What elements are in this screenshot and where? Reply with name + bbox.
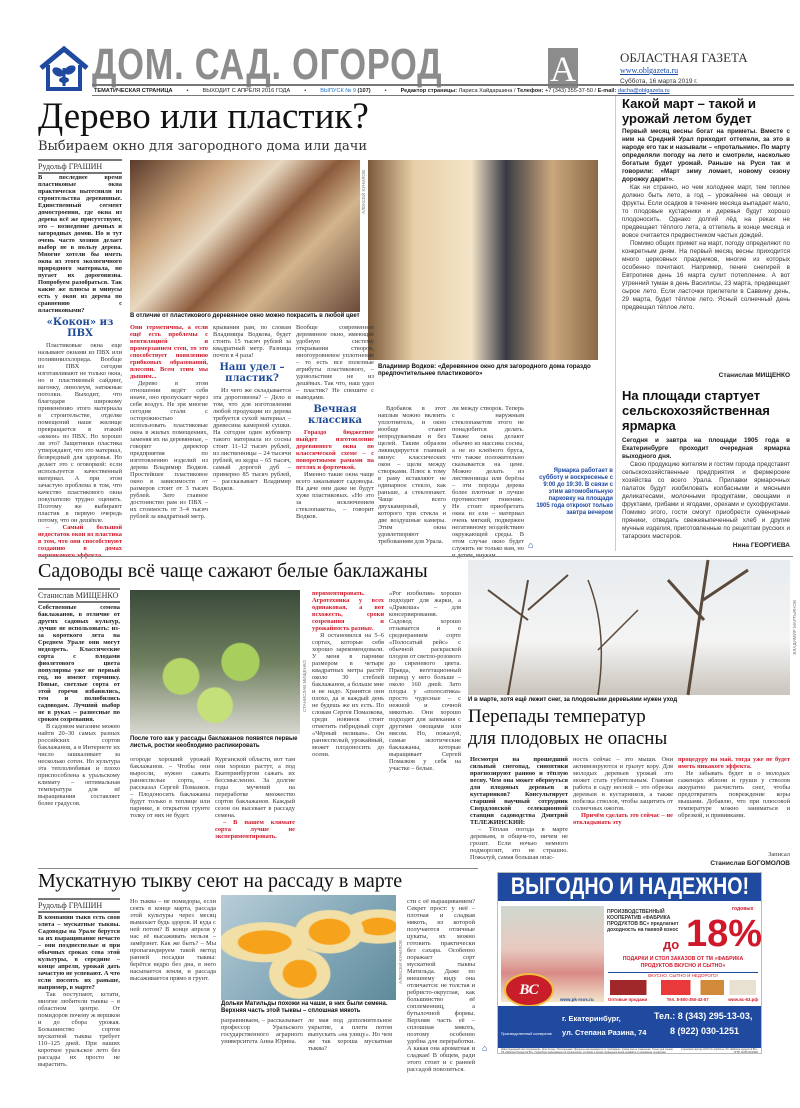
issue-label: ВЫПУСК № 9: [320, 87, 356, 94]
sidebar-fair-lead: Сегодня и завтра на площади 1905 года в Екатеринбурге проходит очередная ярмарка выходного дня.: [622, 437, 790, 460]
highlight-quote: Причём сделать это сейчас – не откладывать эту: [573, 812, 673, 826]
paragraph: Из чего же складывается эта дороговизна? – Дело в том, что для изготовления любой продукции из дерева требуется сухой материал – древесина камерной сушки. На сегодня один кубометр такого материала из сосны стоит 11–12 тысяч рублей, из лиственницы – 24 тысячи рублей, из кедра – 65 тысяч, самый дорогой дуб – примерно 85 тысяч рублей, – рассказывает Владимир Водков.: [213, 387, 291, 492]
paragraph: Дерево в этом отношении ведёт себя иначе, оно пропускает через себя воздух. Не зря многие сегодня стали с осторожностью использовать пластиковые окна в жилых помещениях, заменяя их на деревянные, – говорит директор предприятия по изготовлению изделий из дерева Владимир Водков. Простейшее пластиковое окно в зависимости от размеров стоит от 3 тысяч рублей. Зато главное достоинство рам из ПВХ – их стоимость от 3–4 тысяч рублей за квадратный метр.: [130, 380, 208, 520]
paragraph: Вдобавок в этот наплыв можно вклеить уплотнитель, и окно вообще станет непродуваемым и без щелей. Таким образом ликвидируется главный минус классических окон – щели между створками. Плюс к тому в раму вставляют не одинарное стекло, как раньше, а стеклопакет. Чаще всего двухкамерный, у которого три стекла и две воздушные камеры. Этим окна удовлетворяют требованиям для Урала.: [378, 405, 446, 545]
article2-column-2: [130, 756, 210, 856]
article1-subhead: Вечная классика: [307, 404, 363, 426]
paragraph: сти с её выращиванием? Секрет прост: у неё – плотная и сладкая мякоть, из которой получаются отличные цукаты, их можно готовить практически без сахара. Особенно поражает сорт мускатной тыквы Матильда. Даже по внешнему виду она отличается: не толстая и ребристо-округлая, как большинство её соплеменниц, а бутылочной формы. Верхняя часть её – сплошная мякоть, поэтому особенно удобна для переработки. А какая она ароматная и сладкая! В общем, ради этого стоит и с ранней рассадой повозиться.: [407, 898, 475, 1073]
article3-column-1: [470, 756, 568, 866]
article4-column-4: [308, 1017, 392, 1100]
paper-url-link[interactable]: www.oblgazeta.ru: [620, 66, 679, 75]
ad-fine-print: Инвестиционный пай «Сохранный». Срок 12 мес. Пополняемый. Проценты выплачиваются по требованию. Сумма пая не ограничена. Только для членов ПК «Фабрика Продуктов ВС». Подробную информацию об организаторе, условиях и сроках проведения акции узнавайте по указанным телефонам.: [501, 1048, 673, 1054]
article4-column-2: [130, 898, 216, 1100]
photo-caption: Дольки Матильды похожи на чаши, в них были семена. Верхняя часть этой тыквы – сплошная мякоть: [221, 1001, 388, 1014]
ad-logo: ВС: [504, 973, 554, 1007]
article4-author: Рудольф ГРАШИН: [38, 898, 120, 913]
ad-logo-sub: Производственный кооператив: [501, 1032, 552, 1036]
ad-tagline: ВКУСНО, СЫТНО И НЕДОРОГО!: [648, 973, 718, 978]
photo-caption: После того как у рассады баклажанов появятся первые листья, ростки необходимо распикировать: [130, 736, 298, 749]
article3-column-3: [678, 756, 790, 850]
ad-phone-1: Тел.: 8 (343) 295-13-03,: [654, 1011, 753, 1021]
paragraph: Именно такие окна чаще всего заказывают садоводы. На даче они даже не будут хуже пластиковых. «Но это за исключением стеклопакета», – говорит Водков.: [296, 471, 374, 520]
article2-column-5: [389, 590, 461, 856]
end-mark-house-icon: ⌂: [482, 1043, 488, 1053]
logo-house-icon: [38, 46, 90, 92]
end-mark-house-icon: ⌂: [528, 540, 534, 550]
sidebar-march-author: Станислав МИЩЕНКО: [718, 372, 790, 379]
article3-lead: Несмотря на прошедший сильный снегопад, синоптики прогнозируют ранюю и тёплую весну. Чем она может обернуться для плодовых деревьев и кустарников? Консультирует старший научный сотрудник Свердловской селекционной станции садоводства Дмитрий ТЕЛЕЖИНСКИЙ:: [470, 756, 568, 826]
bullet: •: [304, 87, 307, 94]
article3-title: [468, 706, 667, 750]
paragraph: – Тёплая погода в марте деревьям, в общем-то, ничем не грозит. Если ночью немного подморозит, это не страшно. Пожалуй, самая большая опас-: [470, 826, 568, 861]
article2-column-3: [215, 756, 295, 856]
highlight-quote: процедуру на май, тогда уже не будет иметь никакого эффекта.: [678, 756, 790, 770]
paragraph: разравниваем, – рассказывает профессор Уральского государственного аграрного университета Анна Юрина.: [221, 1017, 303, 1045]
paragraph: ность сейчас – это мыши. Они активизируются и грызут кору. Для молодых деревьев урожай это может стать губительным. Главная работа в саду весной – это обрезка деревьев и кустарников, а также побелка стволов, чтобы защитить от солнечных ожогов.: [573, 756, 673, 812]
ad-gifts: ПОДАРКИ И СТОЛ ЗАКАЗОВ ОТ ТМ «ФАБРИКА ПРОДУКТОВ ВКУСНО И СЫТНО»: [608, 956, 758, 973]
ad-wholesale: Оптовые продажи: [608, 997, 648, 1002]
article1-subhead: Наш удел – пластик?: [219, 362, 285, 384]
phone: +7 (343) 355-37-50: [544, 87, 593, 94]
paragraph: Курганской области, вот там они хорошо растут, а под Екатеринбургом сажать их бессмысленно. За долгие годы мучений на переработке множество сортов баклажанов. Каждый сезон он высевает в рассаду семена.: [215, 756, 295, 819]
paragraph: ле мая под дополнительное укрытие, а плети потом выпускать «на улицу». Но чем же так хороша мускатная тыква?: [308, 1017, 392, 1052]
sidebar-fair-author: Нина ГЕОРГИЕВА: [732, 542, 790, 549]
article2-author: Станислав МИЩЕНКО: [38, 588, 120, 603]
paragraph: Не забывать будет и о молодых саженцах яблони и груши у стволов аккуратно расчистить снег, чтобы предотвратить повреждение коры мышами. Добавлю, что при плюсовой температуре можно заниматься и обрезкой, и прививками.: [678, 770, 790, 819]
divider: [615, 96, 616, 551]
photo-credit: АЛЕКСЕЙ КУНИЛОВ: [398, 940, 403, 984]
paragraph: Так поступают, кстати, многие любители тыквы – в областном центре. От помидоров почему ж вершков и до сбора урожая. Большинство сортов мускатной тыквы требует 110–125 дней. При наших короткое уральское лето без рассады их просто не вырастить.: [38, 991, 120, 1068]
paragraph: «Рог изобилия» хорошо подходит для жарки, а «Дракоша» – для консервирования. Садовод хорошо отзывается и о среднеранним сорте «Полосатый рейс» с обычной раскраской плодов от светло-розового до сиреневого цвета. Правда, вегетационный период у него больше – около 160 дней. Зато плоды у «полосатика» просто чудесные – с нежной и сочной мякотью. Они хорошо подходят для запекания с другими овощами или мясом. Но, пожалуй, самые экзотические баклажаны, которые выращивает Сергей Помазков у себя на участке – белые.: [389, 590, 461, 772]
bullet: •: [384, 87, 387, 94]
article1-column-4: [296, 324, 374, 556]
editor-label: Редактор страницы:: [400, 87, 458, 94]
sidebar-march-title: Какой март – такой и урожай летом будет: [622, 96, 756, 126]
paragraph: крывания рам, по словам Владимира Водкова, будет стоить 15 тысяч рублей за квадратный метр. Разница почти в 4 раза!: [213, 324, 291, 359]
article1-column-6: [452, 405, 524, 555]
sidebar-march-text: [622, 128, 790, 368]
photo-man-with-window-frame: [368, 160, 598, 360]
paragraph: Свою продукцию жителям и гостям города представят сельскохозяйственные предприятия и фермерские хозяйства со всего Урала. Прилавки ярмарочных палаток будут изобиловать колбасными и мясными деликатесами, молочными продуктами, овощами и фруктами, грибами и ягодами, орехами и сухофруктами. Помимо этого, гости смогут приобрести сувенирные пряники, отведать свежевыпеченный хлеб и другие мучные изделия, приготовленные по рецептам русских и татарских мастеров.: [622, 461, 790, 540]
issue-date: Суббота, 16 марта 2019 г.: [620, 78, 698, 85]
article1-column-1: [38, 174, 122, 558]
article1-subtitle: Выбираем окно для загородного дома или дачи: [38, 139, 368, 154]
fair-note: Ярмарка работает в субботу и воскресенье с 9:00 до 19:30. В связи с этим автомобильную парковку на площади 1905 года откроют только завтра вечером: [536, 468, 613, 516]
article2-column-4: [312, 590, 384, 856]
email-label: E-mail:: [597, 87, 617, 94]
since-label: ВЫХОДИТ С АПРЕЛЯ 2016 ГОДА: [202, 87, 291, 94]
article1-title: Дерево или пластик?: [38, 96, 369, 137]
paper-logo: А: [550, 49, 576, 89]
article4-title: Мускатную тыкву сеют на рассаду в марте: [38, 870, 403, 892]
article2-lead: Собственные семена баклажанов, в отличие от других садовых культур, лучше не использовать: из-за короткого лета на Среднем Урале они могут недозреть. Классические сорта с плодами фиолетового цвета популярны уже не первый год, но имеют горчинку. Новые, светлые сорта от этой горечи избавились, тем и полюбились садоводам. Лучший выбор не в руках – разнесные по сроком созревания.: [38, 604, 120, 723]
editor-name: Лариса Хайдаршина: [458, 87, 513, 94]
paragraph: ли между створок. Теперь с наружным стеклопакетом этого не понадобится делать. Также окна делают обычно из массива сосны, а не из клеёного бруса, что также положительно сказывается на цене. Можно делать из лиственницы или берёзы – эти породы дерева более плотные и лучше противостоят гниению. Не стоит приобретать окна из ели – материал очень мягкий, подвержен негативному воздействию окружающей среды. В этом случае окно будет служить не только вам, но: [452, 405, 524, 552]
article1-subhead: «Кокон» из ПВХ: [46, 317, 114, 339]
ad-fine-print-right: Страховой партнёр ООО СК «Орбита». ПК «Фабрика продуктов ВС». ОГРН 1186313042882: [680, 1048, 758, 1054]
article1-column-5: [378, 405, 446, 555]
photo-credit: СТАНИСЛАВ МИЩЕНКО: [302, 660, 307, 713]
paper-name: ОБЛАСТНАЯ ГАЗЕТА: [620, 50, 748, 65]
ad-site-link[interactable]: www.pk-rsos.ru: [560, 997, 594, 1002]
paragraph: Вообще современное деревянное окно, имеющее удобную систему открывания створок, многоуровневое уплотнение – то есть все полезные атрибуты пластикового, – удовольствие не из дешёвых. Так что, наш удел – пластик? Не спешите с выводами.: [296, 324, 374, 401]
photo-credit: ВЛАДИМИР МАРТЬЯНОВ: [792, 600, 797, 655]
article3-author: Станислав БОГОМОЛОВ: [710, 860, 790, 867]
article4-column-3: [221, 1017, 303, 1100]
photo-caption: И в марте, хотя ещё лежит снег, за плодовыми деревьями нужен уход: [468, 697, 678, 703]
ad-upto: до: [663, 937, 680, 952]
bullet: •: [186, 87, 189, 94]
article4-lead: В компании тыкв есть своя элита – мускатные тыквы. Садоводы на Урале берутся за их выращивание нечасто – они позднеспелые и при обычных сроках сева этой культуры, в середине – конце апреля, урожай дать зачастую не успевают. А что если посеять их раньше, например, в марте?: [38, 914, 120, 991]
paragraph: В садовом магазине можно найти 20–30 самых разных российских сортов баклажанов, а в Интернете их число зашкаливает за несколько сотен. Но культура эта теплолюбивая и плохо приспособлена к уральскому климату – оптимальная температура для её выращивания составляет более градусов.: [38, 723, 120, 807]
ad-headline: ВЫГОДНО И НАДЕЖНО!: [510, 873, 749, 900]
sidebar-fair-title: На площади стартует сельскохозяйственная ярмарка: [622, 388, 770, 433]
ad-site-link[interactable]: www.вс-63.рф: [728, 997, 758, 1002]
ad-coop-text: ПРОИЗВОДСТВЕННЫЙ КООПЕРАТИВ «ФАБРИКА ПРОДУКТОВ ВС» предлагает доходность на паевой взнос: [607, 909, 679, 933]
photo-snowy-fruit-trees: [468, 560, 790, 695]
photo-sliced-pumpkins: [221, 895, 396, 1000]
paragraph: Как ни странно, но чем холоднее март, тем теплее должно быть лето, а год – урожайнее на овощи и фрукты. Если осадков в течение месяца выпадает мало, то плодовые кустарники и деревья будут хорошо плодоносить. Однако долгий лёд на реках не предвещает тёплого лета, а оттепель в конце месяца и вовсе считается предвестником частых дождей.: [622, 184, 790, 239]
ad-tel-free[interactable]: Тел. 8-800-350-42-07: [666, 997, 709, 1002]
paragraph: огороде хороший урожай баклажанов. – Чтобы они выросли, нужно сажать раннеспелые сорта, – рассказал Сергей Помазков. – Плодоносить баклажаны будут только в теплице или парнике, в открытом грунте толку от них не будет.: [130, 756, 210, 819]
article2-column-1: [38, 604, 120, 856]
email-link[interactable]: dacha@oblgazeta.ru: [617, 87, 670, 94]
advertisement[interactable]: [497, 872, 762, 1054]
ad-annual: годовых: [732, 906, 754, 912]
photo-wood-samples: [130, 160, 360, 312]
highlight-quote: – Самый большой недостаток окон из пластика в том, что они способствуют созданию в домах: [38, 524, 122, 552]
issue-number: (107): [357, 87, 371, 94]
article3-column-2: [573, 756, 673, 856]
highlight-quote: Гораздо бюджетнее выйдет изготовление деревянного окна по классической схеме – с поворотными рамами на петлях и форточкой.: [296, 429, 374, 471]
highlight-quote: Они герметичны, а если ещё есть проблемы с вентиляцией и промерзанием стен, то это способствует появлению грибковых образований, плесени. Всем этим мы дышим...: [130, 324, 208, 380]
paragraph: Но тыква – не помидоры, если сеять в конце марта, рассада этой культуры через месяц вымахает будь здоров. И куда с ней потом? В конце апреля у нас её высаживать нельзя – замёрзнет. Как же быть? – Мы пропагандируем такой метод ранней посадки тыквы: берётся ведро без дна, в него насыпается земля, и рассада высаживается прямо в грунт.: [130, 898, 216, 982]
paragraph: Я остановился на 5–6 сортах, которые себя хорошо зарекомендовали. У меня в парнике размером в четыре квадратных метра растёт около 30 стеблей баклажанов, а больше мне и не надо. Хранятся они плохо, да и каждый день не будешь же их есть. По словам Сергея Помазкова, среди новинок стоит отметить гибридный сорт «Чёрный великан». Он раннеспелый, урожайный, может плодоносить до осени.: [312, 632, 384, 758]
article1-lead: В последнее время пластиковые окна практически вытеснили из строительства деревянные. Единственный сегмент домостроения, где окна из дерева всё же присутствуют, это – возведение дачных и загородных домов. Но и тут очень часто хозяин делает выбор не в пользу дерева. Многие хотели бы иметь окна из этого экологичного природного материала, но пугает их дороговизна. Попробуем разобраться. Так какие же плюсы и минусы есть у окон из дерева по сравнению с пластиковыми?: [38, 174, 122, 314]
title-line: для плодовых не опасны: [468, 728, 668, 749]
article2-title: Садоводы всё чаще сажают белые баклажаны: [38, 560, 428, 582]
title-line: Перепады температур: [468, 706, 646, 727]
ad-contacts-row: [608, 997, 758, 1002]
sidebar-fair-text: [622, 437, 790, 540]
photo-credit: АЛЕКСЕЙ КУНИЛОВ: [361, 170, 366, 214]
article1-column-3: [213, 324, 291, 556]
ad-street: ул. Степана Разина, 74: [562, 1028, 647, 1037]
ad-phone-2: 8 (922) 030-1251: [670, 1026, 740, 1036]
highlight-quote: – В нашем климате сорта лучше не экспериментировать.: [215, 819, 295, 840]
article1-author: Рудольф ГРАШИН: [38, 159, 122, 174]
ad-rate: 18%: [686, 913, 763, 955]
article3-note: Записал: [768, 851, 790, 858]
ad-headline-bar: [498, 873, 761, 901]
masthead-title: ДОМ. САД. ОГОРОД: [92, 40, 443, 89]
photo-eggplant-seedlings: [130, 590, 300, 734]
article4-column-1: [38, 914, 120, 1100]
photo1-caption: В отличие от пластикового деревянное окно можно покрасить в любой цвет: [130, 313, 360, 319]
article4-column-5: [407, 898, 475, 1088]
paragraph: Помимо общих примет на март, погоду определяют по конкретным дням. На первый месяц весны приходится много церковных праздников, многие из которых особенно почитают. Например, пение снегирей в Евтропиев день 16 марта сулит потепление. А вот утренний туман в день Василисы, 23 марта, предвещает сырое лето. Если ласточки прилетели в Саввину день, 29 марта, будет тёплое лето. Ясный солнечный день предвещал тёплое лето.: [622, 240, 790, 311]
phone-label: Телефон:: [517, 87, 544, 94]
ad-city: г. Екатеринбург,: [562, 1014, 621, 1023]
ad-product-images: [610, 980, 756, 995]
section-label: ТЕМАТИЧЕСКАЯ СТРАНИЦА: [94, 87, 173, 94]
divider: [38, 556, 793, 557]
paragraph: Пластиковые окна еще называют окнами из ПВХ или поливинилхлорида. Вообще из ПВХ сегодня изготавливают не только окна, но и пластиковый сайдинг, вагонку, линолеум, натяжные потолки. Выходит, что благодаря широкому применению этого материала в строительстве, отделке помещений наше жилище превращается в этакий «кокон» из ПВХ. Но хорошо ли это? Защитники пластика утверждают, что это материал, безвредный для здоровья. Но делает это с оговоркой: если используется качественный материал. А при этом зачастую проблема в том, что качество пластикового окна покупателю трудно оценить. Поэтому же выбирают пластик в первую очередь потому, что он дешёвле.: [38, 342, 122, 524]
photo2-caption: Владимир Водков: «Деревянное окно для загородного дома гораздо предпочтительнее пластикового»: [378, 363, 591, 377]
sidebar-march-lead: Первый месяц весны богат на приметы. Вместе с ним на Средний Урал приходит оттепели, за это в народе его так и называли – «протальник». По марту определяли погоду на лето и смотрели, насколько богатым будет урожай. Раньше на Руси так и говорили: «Март зиму ломает, новому сезону дорожку дарит».: [622, 128, 790, 183]
article1-column-2: [130, 324, 208, 556]
info-bar: ТЕМАТИЧЕСКАЯ СТРАНИЦА • ВЫХОДИТ С АПРЕЛЯ 2016 ГОДА • ВЫПУСК № 9 (107) • Редактор страницы: Лариса Хайдаршина / Телефон: +7 (343) 355-37-50 / E-mail: dacha@oblgazeta.ru: [92, 84, 794, 96]
ad-address-bar: [498, 1006, 761, 1048]
highlight-quote: периментировать. Агротехника у всех одинаковая, а вот всхожесть, сроки созревания и урожайность разные.: [312, 590, 384, 632]
